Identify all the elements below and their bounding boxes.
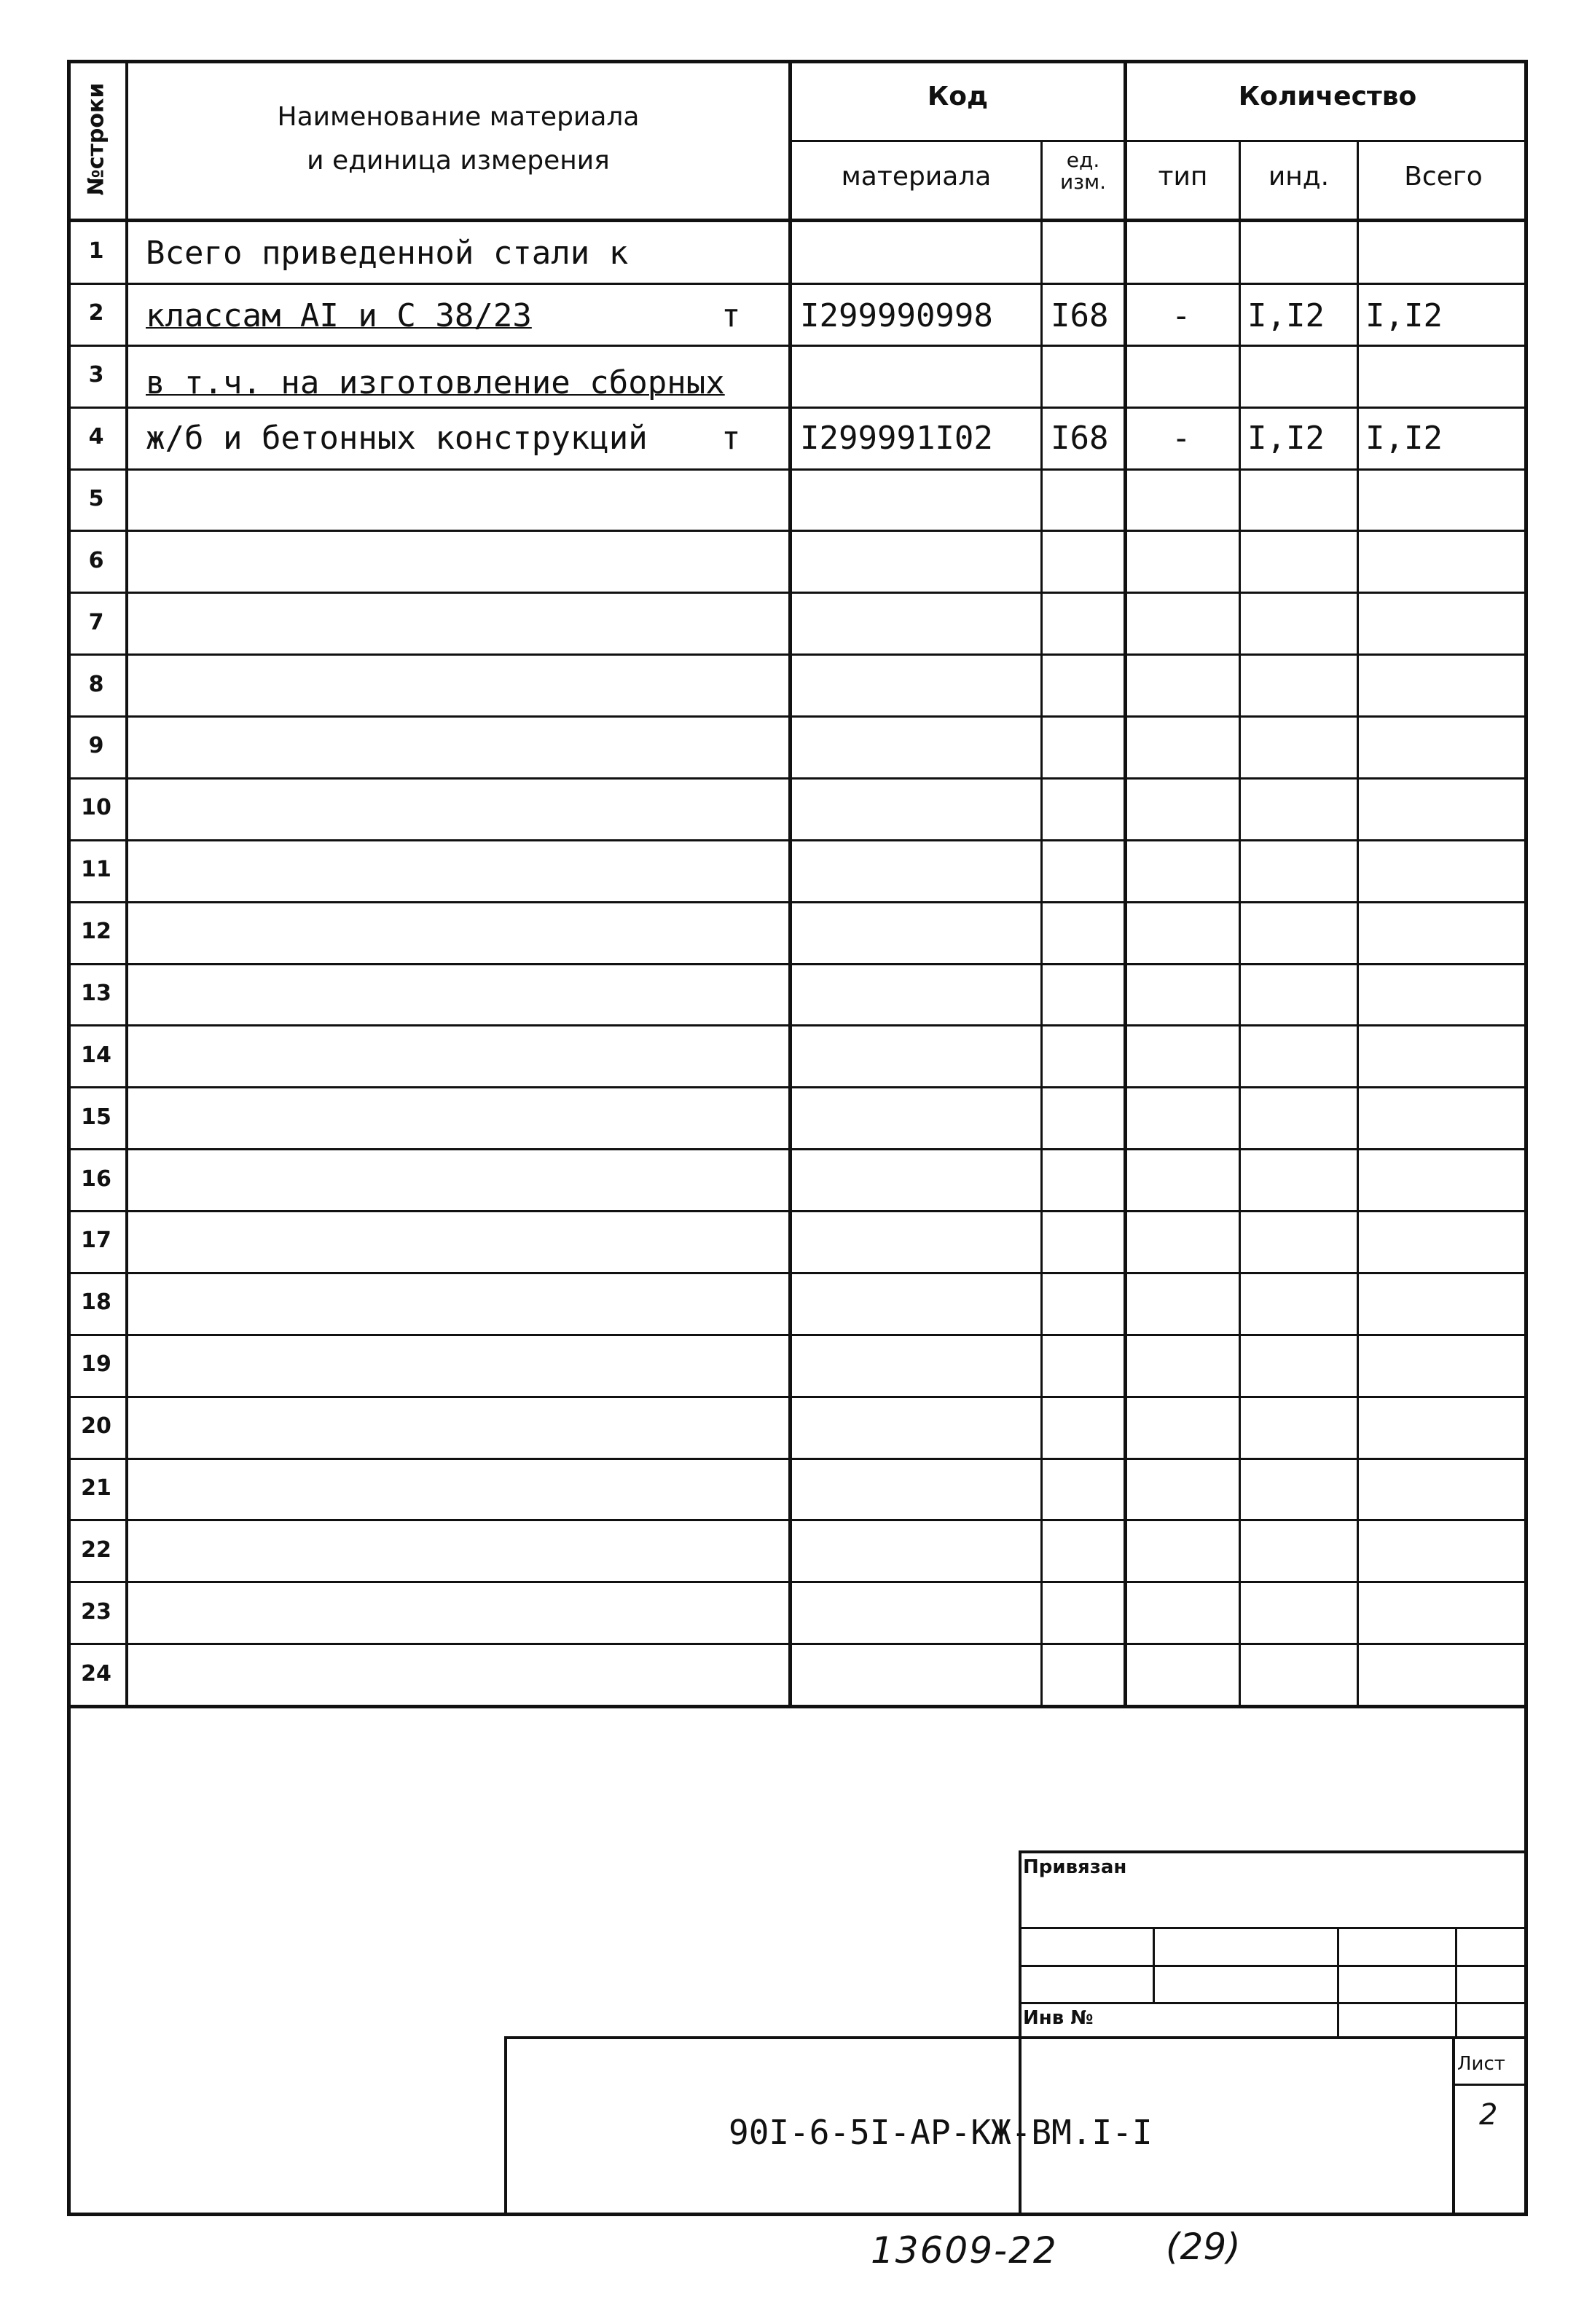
row-number: 18 (81, 1289, 111, 1315)
table-row-2-name: классам АI и С 38/23 (146, 297, 532, 334)
row-number: 2 (88, 300, 104, 326)
row-number: 7 (88, 610, 104, 635)
table-row-4-type: - (1172, 420, 1191, 457)
row-divider (67, 1210, 1528, 1212)
row-number: 21 (81, 1475, 111, 1501)
row-number: 22 (81, 1537, 111, 1563)
stamp-sheet-line (1452, 2084, 1528, 2086)
row-number: 3 (88, 362, 104, 388)
col-line-type (1239, 140, 1241, 1706)
row-number: 20 (81, 1413, 111, 1439)
stamp-line-2 (1019, 1965, 1528, 1967)
table-row-4-ind: I,I2 (1247, 420, 1325, 457)
header-bottom-line (67, 219, 1528, 222)
quantity-total-header: Всего (1404, 162, 1483, 192)
code-unit-header: ед. изм. (1059, 148, 1107, 194)
row-number: 13 (81, 981, 111, 1006)
handwritten-inventory-number: 13609-22 (871, 2229, 1058, 2272)
name-header-line2: и единица измерения (307, 146, 610, 176)
row-number: 23 (81, 1599, 111, 1625)
document-code: 90I-6-5I-АР-КЖ-ВМ.I-I (729, 2113, 1153, 2152)
table-row-4-code: I299991I02 (800, 420, 993, 457)
row-number: 6 (88, 548, 104, 573)
row-divider (67, 407, 1528, 409)
row-divider (67, 1086, 1528, 1088)
handwritten-page-number: (29) (1166, 2226, 1241, 2268)
row-number: 5 (88, 486, 104, 511)
row-number: 12 (81, 919, 111, 944)
row-divider (67, 901, 1528, 903)
row-number: 19 (81, 1351, 111, 1377)
stamp-vline-3 (1455, 1927, 1457, 2036)
row-number: 24 (81, 1661, 111, 1687)
quantity-header: Количество (1238, 82, 1417, 111)
row-divider (67, 715, 1528, 718)
table-row-4-unit-code: I68 (1051, 420, 1109, 457)
row-number: 16 (81, 1166, 111, 1192)
row-divider (67, 1643, 1528, 1645)
sheet-label: Лист (1457, 2053, 1505, 2075)
row-divider (67, 1272, 1528, 1274)
table-bottom-line (67, 1705, 1528, 1708)
row-number: 17 (81, 1228, 111, 1253)
stamp-vline-1 (1153, 1927, 1155, 2004)
stamp-vline-2 (1337, 1927, 1339, 2036)
row-divider (67, 1581, 1528, 1583)
row-divider (67, 777, 1528, 780)
row-divider (67, 1396, 1528, 1398)
table-row-2-type: - (1172, 297, 1191, 334)
header-mid-line (788, 140, 1528, 142)
table-row-2-unit: т (721, 297, 741, 334)
row-divider (67, 653, 1528, 656)
row-divider (67, 839, 1528, 841)
row-divider (67, 1458, 1528, 1460)
table-row-3-name: в т.ч. на изготовление сборных (146, 364, 725, 401)
table-row-2-unit-code: I68 (1051, 297, 1109, 334)
row-number-header: №строки (83, 82, 109, 196)
table-row-4-name: ж/б и бетонных конструкций (146, 420, 648, 457)
stamp-inv-no-label: Инв № (1023, 2007, 1094, 2029)
row-divider (67, 283, 1528, 285)
row-number: 8 (88, 672, 104, 697)
row-divider (67, 1334, 1528, 1336)
code-header: Код (927, 82, 989, 111)
table-row-2-total: I,I2 (1365, 297, 1443, 334)
table-row-1-name: Всего приведенной стали к (146, 235, 629, 272)
col-line-code (1040, 140, 1043, 1706)
row-divider (67, 468, 1528, 471)
row-number: 4 (88, 424, 104, 450)
row-number: 11 (81, 857, 111, 882)
table-row-4-total: I,I2 (1365, 420, 1443, 457)
name-header-line1: Наименование материала (277, 102, 640, 132)
row-divider (67, 1148, 1528, 1150)
quantity-ind-header: инд. (1268, 162, 1330, 192)
quantity-type-header: тип (1158, 162, 1208, 192)
stamp-sheet-divider (1452, 2036, 1455, 2216)
row-number: 15 (81, 1104, 111, 1130)
row-number: 1 (88, 238, 104, 264)
stamp-line-3 (1019, 2002, 1528, 2004)
code-material-header: материала (841, 162, 992, 192)
sheet-number: 2 (1479, 2098, 1498, 2132)
row-divider (67, 1024, 1528, 1026)
row-divider (67, 530, 1528, 532)
row-number: 9 (88, 733, 104, 758)
table-row-2-code: I299990998 (800, 297, 993, 334)
col-line-ind (1357, 140, 1359, 1706)
table-row-2-ind: I,I2 (1247, 297, 1325, 334)
stamp-privyazan-label: Привязан (1023, 1856, 1127, 1878)
row-divider (67, 1519, 1528, 1521)
table-row-4-unit: т (721, 420, 741, 457)
row-divider (67, 592, 1528, 594)
row-divider (67, 345, 1528, 347)
row-divider (67, 963, 1528, 965)
row-number: 10 (81, 795, 111, 820)
row-number: 14 (81, 1043, 111, 1068)
stamp-line-1 (1019, 1927, 1528, 1929)
